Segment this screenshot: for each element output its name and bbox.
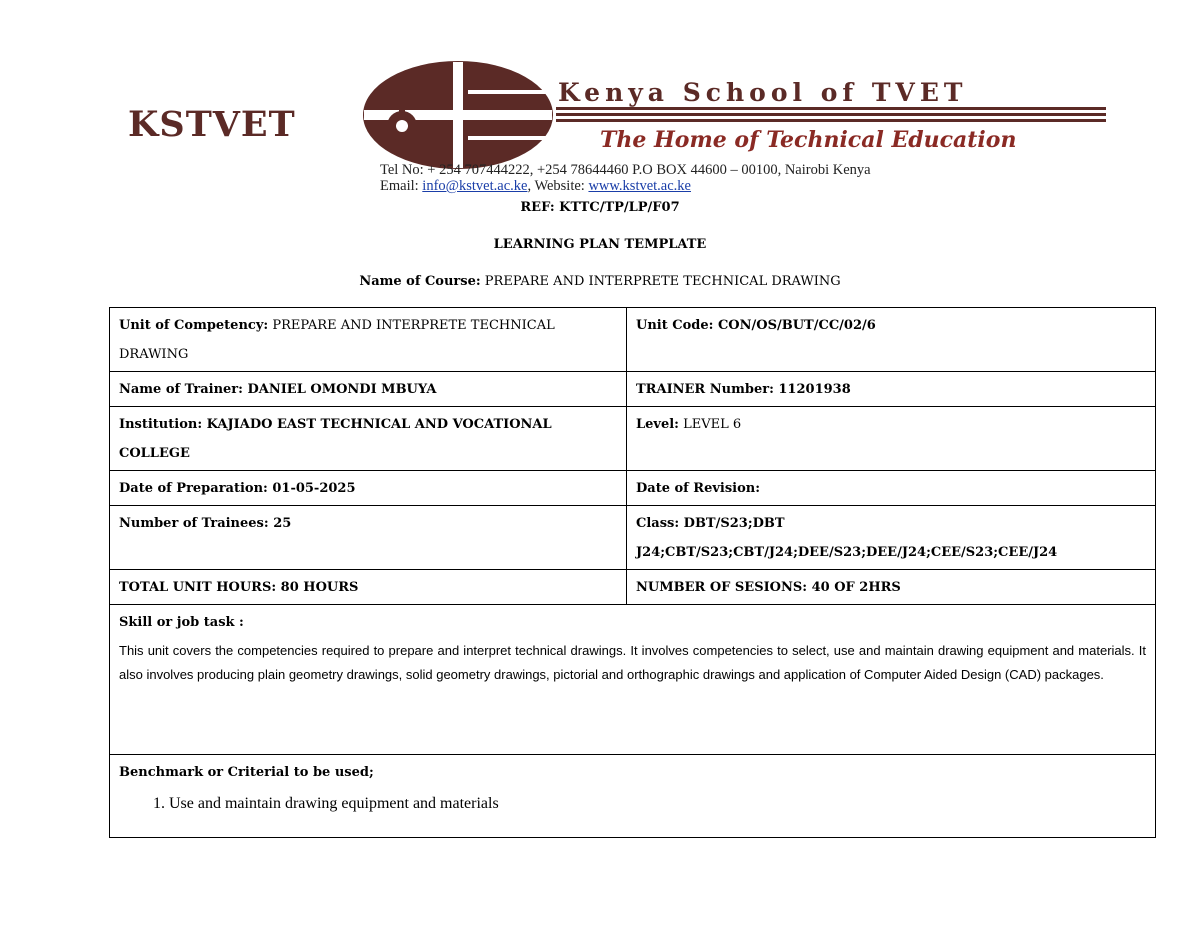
contact-email-web — [380, 178, 871, 194]
letterhead — [0, 0, 1200, 200]
table-row — [110, 372, 1156, 407]
skill-task-cell — [110, 605, 1156, 755]
logo-text: KSTVET — [128, 104, 296, 145]
date-preparation-cell: Date of Preparation: 01-05-2025 — [110, 471, 627, 506]
document-ref: REF: KTTC/TP/LP/F07 — [520, 200, 680, 215]
website-label: , Website: — [527, 178, 585, 194]
website-link[interactable]: www.kstvet.ac.ke — [588, 178, 691, 194]
unit-code-cell: Unit Code: CON/OS/BUT/CC/02/6 — [627, 308, 1156, 372]
table-row — [110, 605, 1156, 755]
learning-plan-table — [109, 307, 1156, 838]
email-label: Email: — [380, 178, 419, 194]
trainer-name-cell: Name of Trainer: DANIEL OMONDI MBUYA — [110, 372, 627, 407]
level-value: LEVEL 6 — [678, 417, 742, 432]
contact-info — [380, 162, 871, 194]
sessions-cell: NUMBER OF SESIONS: 40 OF 2HRS — [627, 570, 1156, 605]
level-label: Level: — [636, 417, 679, 432]
unit-competency-value: PREPARE AND INTERPRETE TECHNICAL DRAWING — [119, 318, 555, 362]
gear-icon — [356, 100, 428, 152]
trainees-cell: Number of Trainees: 25 — [110, 506, 627, 570]
benchmark-item: 1. Use and maintain drawing equipment and materials — [153, 795, 499, 812]
total-hours-cell: TOTAL UNIT HOURS: 80 HOURS — [110, 570, 627, 605]
email-link[interactable]: info@kstvet.ac.ke — [422, 178, 528, 194]
table-row — [110, 407, 1156, 471]
unit-competency-label: Unit of Competency: — [119, 318, 269, 333]
course-value: PREPARE AND INTERPRETE TECHNICAL DRAWING — [480, 274, 841, 289]
class-line-1: Class: DBT/S23;DBT — [636, 516, 785, 531]
unit-competency-cell — [110, 308, 627, 372]
school-motto: The Home of Technical Education — [600, 127, 1017, 153]
benchmark-cell — [110, 755, 1156, 838]
contact-phone-address: Tel No: + 254 707444222, +254 78644460 P.O BOX 44600 – 00100, Nairobi Kenya — [380, 162, 871, 178]
class-line-2: J24;CBT/S23;CBT/J24;DEE/S23;DEE/J24;CEE/S23;CEE/J24 — [636, 545, 1058, 560]
document-title: LEARNING PLAN TEMPLATE — [493, 237, 707, 252]
benchmark-label: Benchmark or Criterial to be used; — [119, 765, 374, 780]
skill-label: Skill or job task : — [119, 615, 244, 630]
class-cell — [627, 506, 1156, 570]
course-label: Name of Course: — [359, 274, 481, 289]
school-name: Kenya School of TVET — [558, 78, 968, 107]
date-revision-cell: Date of Revision: — [627, 471, 1156, 506]
table-row — [110, 506, 1156, 570]
institution-cell: Institution: KAJIADO EAST TECHNICAL AND VOCATIONAL COLLEGE — [110, 407, 627, 471]
skill-description: This unit covers the competencies required to prepare and interpret technical drawings. It involves competencies to select, use and maintain drawing equipment and materials. It also involves producing plain geometry drawings, solid geometry drawings, pictorial and orthographic drawings and application of Computer Aided Design (CAD) packages. — [119, 643, 1146, 682]
table-row — [110, 570, 1156, 605]
trainer-number-cell: TRAINER Number: 11201938 — [627, 372, 1156, 407]
header-rule-lines — [556, 105, 1106, 125]
table-row — [110, 471, 1156, 506]
level-cell — [627, 407, 1156, 471]
table-row — [110, 755, 1156, 838]
table-row — [110, 308, 1156, 372]
course-name — [0, 274, 1200, 289]
